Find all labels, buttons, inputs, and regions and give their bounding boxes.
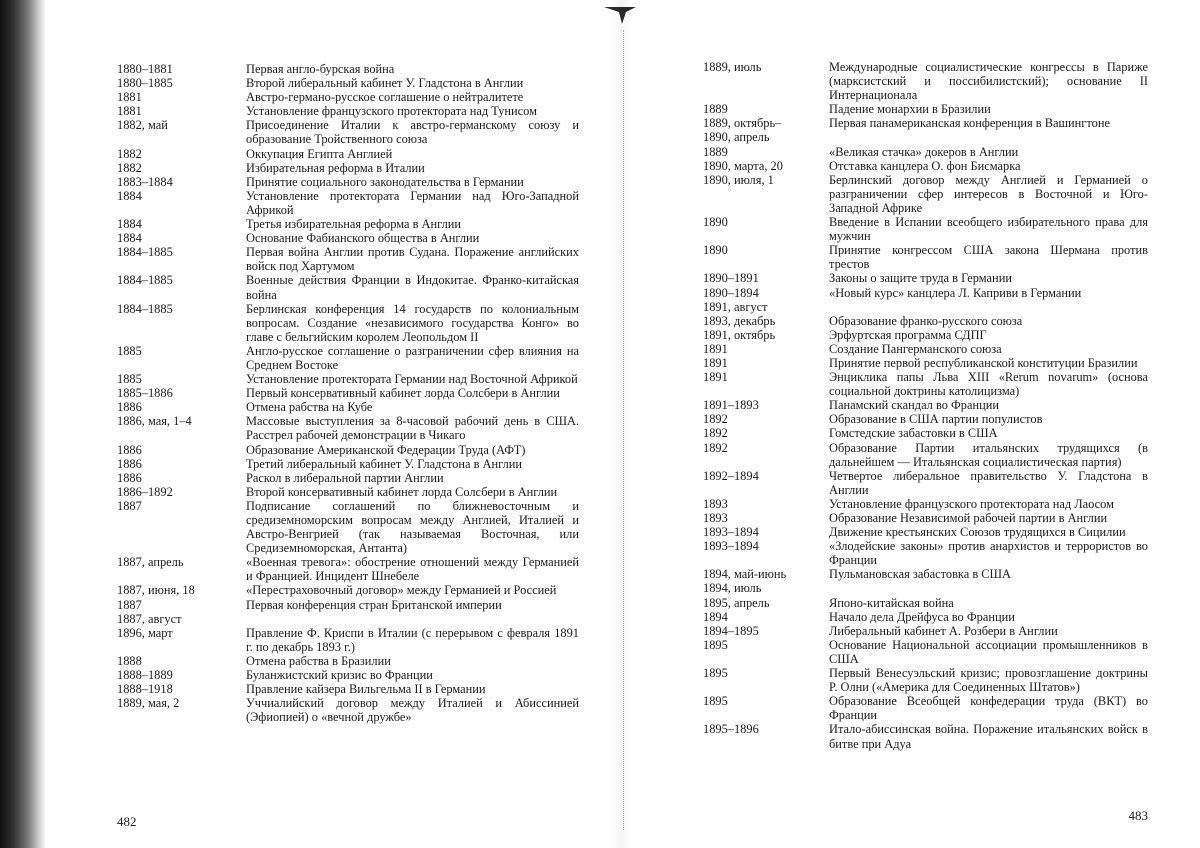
entry-event: Принятие конгрессом США закона Шермана против трестов <box>829 243 1148 272</box>
entry-event: Англо-русское соглашение о разграничении сфер влияния на Среднем Востоке <box>246 343 579 372</box>
chronology-entry <box>703 469 1148 497</box>
entry-date: 1889 <box>703 102 728 117</box>
entry-event: «Злодейские законы» против анархистов и террористов во Франции <box>829 539 1148 568</box>
entry-event: Отставка канцлера О. фон Бисмарка <box>829 158 1021 173</box>
chronology-entry <box>117 104 579 118</box>
chronology-entry <box>703 60 1148 102</box>
chronology-entry <box>703 145 1148 159</box>
chronology-entry <box>703 342 1148 356</box>
chronology-entry <box>117 344 579 372</box>
entry-date: 1896, март <box>117 625 173 640</box>
entry-event: Образование Независимой рабочей партии в Англии <box>829 511 1108 525</box>
entry-date: 1895 <box>703 666 728 681</box>
entry-date: 1886 <box>117 470 142 485</box>
chronology-entry <box>117 217 579 231</box>
chronology-entry <box>703 722 1148 750</box>
entry-event: Австро-германо-русское соглашение о нейтралитете <box>246 90 524 105</box>
entry-date: 1893, декабрь <box>703 313 776 328</box>
entry-date: 1891–1893 <box>703 398 759 413</box>
entry-event: Принятие первой республиканской конституции Бразилии <box>829 355 1138 370</box>
entry-date: 1884 <box>117 188 142 203</box>
entry-date: 1893–1894 <box>703 539 759 554</box>
entry-event: Отмена рабства на Кубе <box>246 400 373 415</box>
chronology-entry <box>703 356 1148 370</box>
entry-event: Гомстедские забастовки в США <box>829 426 998 441</box>
entry-event: Основание Национальной ассоциации промышленников в США <box>829 637 1148 666</box>
entry-date: 1884 <box>117 231 142 246</box>
chronology-entry <box>703 116 1148 130</box>
scan-edge-shadow <box>0 0 46 848</box>
chronology-entry <box>703 215 1148 243</box>
entry-event: «Перестраховочный договор» между Германией и Россией <box>246 583 557 598</box>
chronology-entry <box>117 654 579 668</box>
entry-event: Установление французского протектората над Лаосом <box>829 496 1114 511</box>
entry-date: 1891 <box>703 355 728 370</box>
entry-date: 1892 <box>703 426 728 441</box>
chronology-entry <box>703 581 1148 595</box>
entry-date: 1886 <box>117 456 142 471</box>
entry-date: 1887, апрель <box>117 555 184 570</box>
chronology-entry <box>117 612 579 626</box>
chronology-entry <box>703 412 1148 426</box>
entry-date: 1887 <box>117 597 142 612</box>
entry-event: Присоединение Италии к австро-германскому союзу и образование Тройственного союза <box>246 118 579 147</box>
entry-event: Первая война Англии против Судана. Поражение английских войск под Хартумом <box>246 245 579 274</box>
entry-date: 1885–1886 <box>117 386 173 401</box>
entry-date: 1890 <box>703 215 728 230</box>
entry-date: 1884–1885 <box>117 245 173 260</box>
chronology-entry <box>117 245 579 273</box>
entry-date: 1894, май-июнь <box>703 567 787 582</box>
chronology-entry <box>117 598 579 612</box>
entry-date: 1892 <box>703 440 728 455</box>
chronology-entry <box>703 243 1148 271</box>
chronology-entry <box>117 302 579 344</box>
chronology-entry <box>703 624 1148 638</box>
chronology-entry <box>703 694 1148 722</box>
entry-event: Берлинский договор между Англией и Германией о разграничении сфер интересов в Восточной и Юго-Западной Африке <box>829 172 1148 215</box>
entry-event: Первая конференция стран Британской империи <box>246 597 502 612</box>
entry-event: Второй либеральный кабинет У. Гладстона в Англии <box>246 76 524 91</box>
chronology-entry <box>117 414 579 442</box>
entry-event <box>829 581 1148 595</box>
chronology-entry <box>117 175 579 189</box>
entry-date: 1892 <box>703 412 728 427</box>
entry-date: 1890 <box>703 243 728 258</box>
chronology-list <box>703 60 1148 751</box>
page-number: 483 <box>1128 808 1148 823</box>
entry-date: 1895–1896 <box>703 722 759 737</box>
entry-event: Правление Ф. Криспи в Италии (с перерывом с февраля 1891 г. по декабрь 1893 г.) <box>246 625 579 654</box>
chronology-list <box>117 62 579 724</box>
entry-event: Установление протектората Германии над Восточной Африкой <box>246 372 578 387</box>
chronology-entry <box>703 314 1148 328</box>
entry-date: 1887, август <box>117 611 182 626</box>
chronology-entry <box>117 189 579 217</box>
entry-event: Четвертое либеральное правительство У. Гладстона в Англии <box>829 468 1148 497</box>
chronology-entry <box>117 76 579 90</box>
entry-date: 1888–1918 <box>117 682 173 697</box>
entry-date: 1887, июня, 18 <box>117 583 195 598</box>
entry-event: Военные действия Франции в Индокитае. Франко-китайская война <box>246 273 579 302</box>
chronology-entry <box>117 555 579 583</box>
entry-date: 1884–1885 <box>117 273 173 288</box>
chronology-entry <box>703 497 1148 511</box>
chronology-entry <box>703 596 1148 610</box>
entry-event: Пульмановская забастовка в США <box>829 567 1012 582</box>
entry-event: Образование Всеобщей конфедерации труда (ВКТ) во Франции <box>829 694 1148 723</box>
entry-date: 1892–1894 <box>703 468 759 483</box>
entry-event: Установление протектората Германии над Юго-Западной Африкой <box>246 188 579 217</box>
page-number: 482 <box>117 814 137 829</box>
entry-event: «Военная тревога»: обострение отношений между Германией и Францией. Инцидент Шнебеле <box>246 555 579 584</box>
entry-event: Японо-китайская война <box>829 595 954 610</box>
chronology-entry <box>117 386 579 400</box>
chronology-entry <box>117 443 579 457</box>
entry-event: Введение в Испании всеобщего избирательного права для мужчин <box>829 215 1148 244</box>
entry-event: Установление французского протектората над Тунисом <box>246 104 537 119</box>
chronology-entry <box>117 273 579 301</box>
entry-date: 1893 <box>703 496 728 511</box>
entry-event: Правление кайзера Вильгельма II в Германии <box>246 682 486 697</box>
entry-date: 1882 <box>117 160 142 175</box>
entry-date: 1894, июль <box>703 581 762 596</box>
entry-date: 1883–1884 <box>117 174 173 189</box>
entry-event: Основание Фабианского общества в Англии <box>246 231 480 246</box>
chronology-entry <box>703 370 1148 398</box>
entry-event: Образование франко-русского союза <box>829 313 1023 328</box>
chronology-entry <box>117 626 579 654</box>
entry-event: Подписание соглашений по ближневосточным и средиземноморским вопросам между Англией, Италией и Австро-Венгрией (так называемая Восточная, или Средиземноморская, Антанта) <box>246 498 579 556</box>
entry-date: 1895, апрель <box>703 595 770 610</box>
chronology-entry <box>703 441 1148 469</box>
chronology-entry <box>703 567 1148 581</box>
entry-event <box>829 130 1148 144</box>
chronology-entry <box>703 286 1148 300</box>
entry-date: 1893–1894 <box>703 525 759 540</box>
entry-date: 1880–1881 <box>117 62 173 76</box>
entry-event: «Великая стачка» докеров в Англии <box>829 144 1019 159</box>
chronology-entry <box>117 400 579 414</box>
entry-event: Итало-абиссинская война. Поражение итальянских войск в битве при Адуа <box>829 722 1148 751</box>
chronology-entry <box>703 610 1148 624</box>
entry-event: Отмена рабства в Бразилии <box>246 653 391 668</box>
left-page <box>117 0 579 848</box>
entry-event: Образование Партии итальянских трудящихся (в дальнейшем — Итальянская социалистическая партия) <box>829 440 1148 469</box>
entry-event: Движение крестьянских Союзов трудящихся в Сицилии <box>829 525 1126 540</box>
entry-date: 1893 <box>703 511 728 525</box>
entry-date: 1889, мая, 2 <box>117 696 180 711</box>
entry-event: Раскол в либеральной партии Англии <box>246 470 444 485</box>
entry-event: Берлинская конференция 14 государств по колониальным вопросам. Создание «независимого государства Конго» во главе с бельгийским королем Леопольдом II <box>246 301 579 344</box>
entry-event: Эрфуртская программа СДПГ <box>829 327 987 342</box>
entry-event: «Новый курс» канцлера Л. Каприви в Германии <box>829 285 1082 300</box>
entry-date: 1881 <box>117 90 142 105</box>
gutter-binding-mark <box>602 4 638 26</box>
entry-event: Создание Пангерманского союза <box>829 341 1002 356</box>
entry-date: 1889 <box>703 144 728 159</box>
entry-event: Третий либеральный кабинет У. Гладстона в Англии <box>246 456 523 471</box>
entry-event: Третья избирательная реформа в Англии <box>246 217 462 232</box>
chronology-entry <box>703 398 1148 412</box>
entry-event: Уччиалийский договор между Италией и Абиссинией (Эфиопией) о «вечной дружбе» <box>246 696 579 725</box>
entry-event: Первый консервативный кабинет лорда Солсбери в Англии <box>246 386 560 401</box>
entry-date: 1891 <box>703 341 728 356</box>
chronology-entry <box>117 457 579 471</box>
chronology-entry <box>703 300 1148 314</box>
entry-date: 1885 <box>117 372 142 387</box>
entry-date: 1888 <box>117 653 142 668</box>
book-gutter <box>612 0 632 848</box>
entry-event <box>246 612 579 626</box>
chronology-entry <box>703 328 1148 342</box>
chronology-entry <box>117 90 579 104</box>
entry-date: 1891 <box>703 370 728 385</box>
entry-date: 1884–1885 <box>117 301 173 316</box>
chronology-entry <box>117 682 579 696</box>
entry-event: Образование Американской Федерации Труда (АФТ) <box>246 442 526 457</box>
right-page <box>703 0 1148 848</box>
chronology-entry <box>117 668 579 682</box>
entry-event: Панамский скандал во Франции <box>829 398 1000 413</box>
entry-event: Первая панамериканская конференция в Вашингтоне <box>829 116 1110 131</box>
chronology-entry <box>703 271 1148 285</box>
chronology-entry <box>703 159 1148 173</box>
entry-date: 1881 <box>117 104 142 119</box>
entry-date: 1880–1885 <box>117 76 173 91</box>
entry-date: 1886 <box>117 400 142 415</box>
entry-event: Второй консервативный кабинет лорда Солсбери в Англии <box>246 484 558 499</box>
entry-date: 1885 <box>117 343 142 358</box>
entry-date: 1886, мая, 1–4 <box>117 414 192 429</box>
chronology-entry <box>703 539 1148 567</box>
chronology-entry <box>703 638 1148 666</box>
entry-event: Массовые выступления за 8-часовой рабочий день в США. Расстрел рабочей демонстрации в Чикаго <box>246 414 579 443</box>
entry-date: 1887 <box>117 498 142 513</box>
chronology-entry <box>117 499 579 555</box>
entry-date: 1888–1889 <box>117 668 173 683</box>
entry-date: 1894 <box>703 609 728 624</box>
chronology-entry <box>703 511 1148 525</box>
entry-date: 1882, май <box>117 118 168 133</box>
chronology-entry <box>117 118 579 146</box>
entry-event: Начало дела Дрейфуса во Франции <box>829 609 1015 624</box>
chronology-entry <box>117 231 579 245</box>
entry-date: 1889, октябрь– <box>703 116 782 131</box>
entry-date: 1884 <box>117 217 142 232</box>
entry-event: Либеральный кабинет А. Розбери в Англии <box>829 623 1058 638</box>
entry-event: Энциклика папы Льва XIII «Rerum novarum» (основа социальной доктрины католицизма) <box>829 370 1148 399</box>
chronology-entry <box>117 485 579 499</box>
entry-date: 1890, марта, 20 <box>703 158 783 173</box>
gutter-fold-line <box>623 30 625 830</box>
entry-event: Буланжистский кризис во Франции <box>246 668 433 683</box>
chronology-entry <box>117 62 579 76</box>
chronology-entry <box>117 471 579 485</box>
entry-date: 1889, июль <box>703 60 762 74</box>
chronology-entry <box>703 130 1148 144</box>
entry-date: 1890–1891 <box>703 271 759 286</box>
entry-date: 1891, август <box>703 299 768 314</box>
entry-date: 1886–1892 <box>117 484 173 499</box>
entry-event: Падение монархии в Бразилии <box>829 102 991 117</box>
entry-event: Первый Венесуэльский кризис; провозглашение доктрины Р. Олни («Америка для Соединенных Штатов») <box>829 666 1148 695</box>
entry-date: 1890, апрель <box>703 130 770 145</box>
entry-event: Образование в США партии популистов <box>829 412 1043 427</box>
entry-date: 1895 <box>703 637 728 652</box>
entry-event: Избирательная реформа в Италии <box>246 160 425 175</box>
chronology-entry <box>117 696 579 724</box>
chronology-entry <box>703 426 1148 440</box>
entry-date: 1882 <box>117 146 142 161</box>
entry-date: 1894–1895 <box>703 623 759 638</box>
entry-event <box>829 300 1148 314</box>
entry-event: Принятие социального законодательства в Германии <box>246 174 524 189</box>
chronology-entry <box>703 666 1148 694</box>
entry-event: Международные социалистические конгрессы в Париже (марксистский и поссибилистский); основание II Интернационала <box>829 60 1148 103</box>
chronology-entry <box>117 161 579 175</box>
entry-date: 1890–1894 <box>703 285 759 300</box>
entry-event: Первая англо-бурская война <box>246 62 395 76</box>
chronology-entry <box>703 173 1148 215</box>
chronology-entry <box>117 583 579 597</box>
entry-date: 1886 <box>117 442 142 457</box>
chronology-entry <box>703 525 1148 539</box>
chronology-entry <box>117 147 579 161</box>
entry-event: Законы о защите труда в Германии <box>829 271 1012 286</box>
entry-date: 1895 <box>703 694 728 709</box>
entry-date: 1891, октябрь <box>703 327 776 342</box>
entry-date: 1890, июля, 1 <box>703 172 774 187</box>
entry-event: Оккупация Египта Англией <box>246 146 393 161</box>
chronology-entry <box>117 372 579 386</box>
chronology-entry <box>703 102 1148 116</box>
